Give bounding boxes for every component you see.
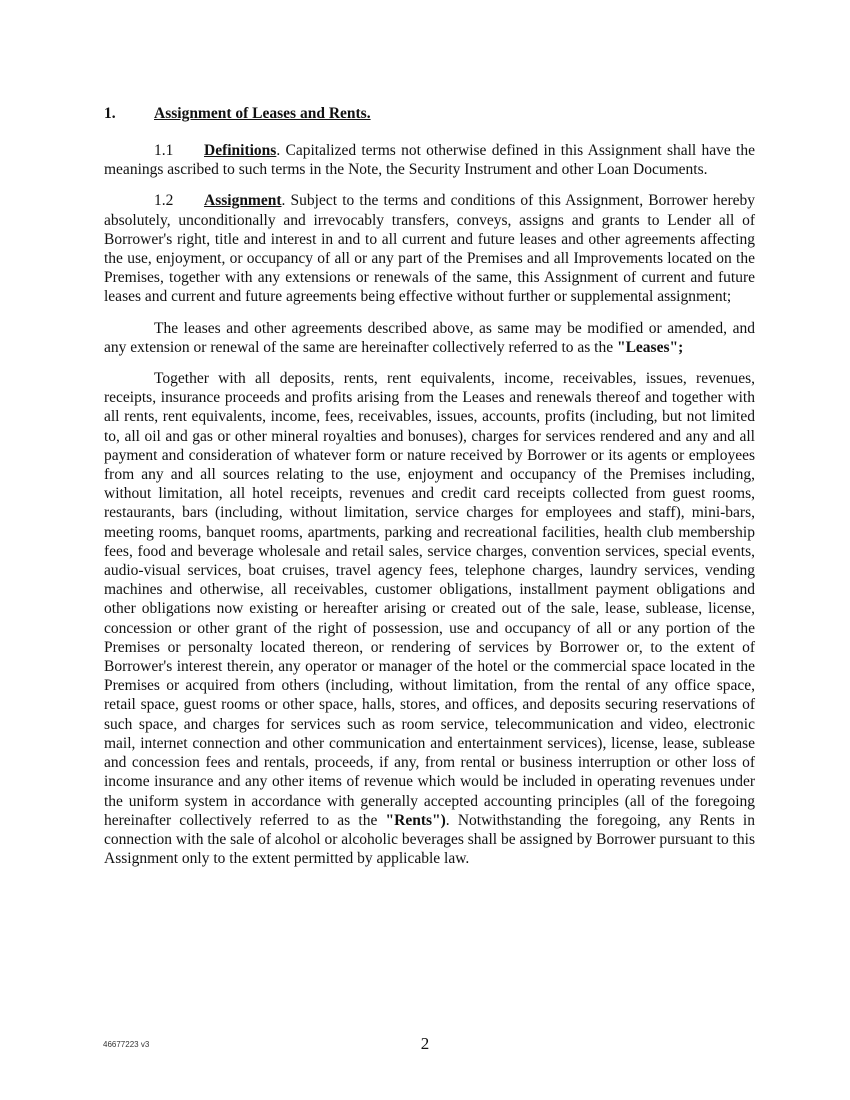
subsection-title: Definitions <box>204 142 277 159</box>
section-number: 1. <box>104 105 116 122</box>
section-heading <box>104 104 755 123</box>
document-body <box>104 104 755 880</box>
subsection-title: Assignment <box>204 192 282 210</box>
page-number: 2 <box>420 1034 430 1053</box>
paragraph-text: Together with all deposits, rents, rent equivalents, income, receivables, issues, revenues, receipts, insurance proceeds and profits arising from the Leases and renewals thereof and together with all rents, rent equivalents, income, fees, receivables, issues, accounts, profits (including, but not limited to, all oil and gas or other mineral royalties and bonuses), charges for services rendered and any and all payment and consideration of whatever form or nature received by Borrower or its agents or employees from any and all sources relating to the use, enjoyment and occupancy of the Premises including, without limitation, all hotel receipts, revenues and credit card receipts collected from guest rooms, restaurants, bars (including, without limitation, service charges for employees and staff), mini-bars, meeting rooms, banquet rooms, apartments, parking and recreational facilities, health club membership fees, food and beverage wholesale and retail sales, service charges, convention services, special events, audio-visual services, boat cruises, travel agency fees, telephone charges, laundry services, vending machines and otherwise, all receivables, customer obligations, installment payment obligations and other obligations now existing or hereafter arising or created out of the sale, lease, sublease, license, concession or other grant of the right of possession, use and occupancy of all or any portion of the Premises or personalty located thereon, or rendering of services by Borrower or, to the extent of Borrower's interest therein, any operator or manager of the hotel or the commercial space located in the Premises or acquired from others (including, without limitation, from the rental of any office space, retail space, guest rooms or other space, halls, stores, and offices, and deposits securing reservations of such space, and charges for services such as room service, telecommunication and video, electronic mail, internet connection and other communication and entertainment services), license, lease, sublease and concession fees and rentals, proceeds, if any, from rental or business interruption or other loss of income insurance and any other items of revenue which would be included in operating revenues under the uniform system in accordance with generally accepted accounting principles (all of the foregoing hereinafter collectively referred to as the <box>104 370 755 829</box>
leases-paragraph <box>104 319 755 357</box>
subsection-number: 1.1 <box>154 142 174 159</box>
document-id: 46677223 v3 <box>103 1040 150 1049</box>
paragraph-text: . Capitalized terms not otherwise defined in this Assignment shall have the meanings ascribed to such terms in the Note, the Security Instrument and other Loan Documents. <box>104 142 755 179</box>
definitions-paragraph <box>104 141 755 179</box>
defined-term-rents: "Rents") <box>385 811 446 829</box>
section-title: Assignment of Leases and Rents. <box>154 105 371 122</box>
assignment-paragraph <box>104 191 755 306</box>
defined-term-leases: "Leases"; <box>616 338 684 356</box>
paragraph-text: . Subject to the terms and conditions of this Assignment, Borrower hereby absolutely, unconditionally and irrevocably transfers, conveys, assigns and grants to Lender all of Borrower's right, title and interest in and to all current and future leases and other agreements affecting the use, enjoyment, or occupancy of all or any part of the Premises and all Improvements located on the Premises, together with any extensions or renewals of the same, this Assignment of current and future leases and current and future agreements being effective without further or supplemental assignment; <box>104 192 755 306</box>
subsection-number: 1.2 <box>154 192 174 210</box>
rents-paragraph <box>104 369 755 868</box>
paragraph-text: The leases and other agreements described above, as same may be modified or amended, and any extension or renewal of the same are hereinafter collectively referred to as the <box>104 319 755 356</box>
paragraph-text-continued: . Notwithstanding the foregoing, any Rents in connection with the sale of alcohol or alcoholic beverages shall be assigned by Borrower pursuant to this Assignment only to the extent permitted by applicable law. <box>104 811 755 868</box>
